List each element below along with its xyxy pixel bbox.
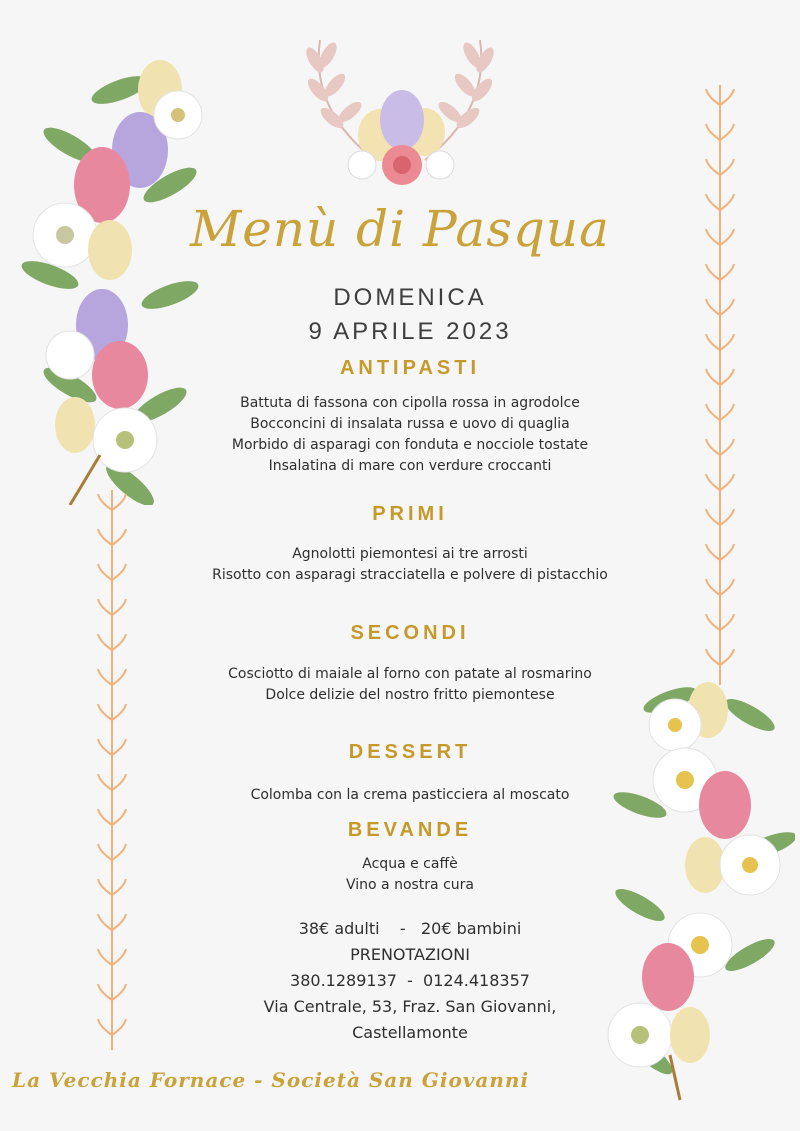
section-items-primi <box>150 544 670 586</box>
menu-item: Cosciotto di maiale al forno con patate al rosmarino <box>228 666 592 682</box>
contact-info <box>150 916 670 1046</box>
section-heading-bevande: BEVANDE <box>347 819 473 841</box>
menu-item: Morbido di asparagi con fonduta e nocciole tostate <box>231 437 589 453</box>
section-items-secondi <box>150 664 670 706</box>
section-heading-antipasti: ANTIPASTI <box>339 357 481 379</box>
menu-item: Acqua e caffè <box>362 856 458 872</box>
price-line: 38€ adulti - 20€ bambini <box>298 919 522 938</box>
menu-day: DOMENICA <box>333 284 487 311</box>
menu-item: Bocconcini di insalata russa e uovo di quaglia <box>250 416 570 432</box>
section-items-antipasti <box>150 393 670 477</box>
booking-label: PRENOTAZIONI <box>350 945 470 964</box>
menu-title: Menù di Pasqua <box>190 200 610 258</box>
phone-numbers: 380.1289137 - 0124.418357 <box>290 971 530 990</box>
right-vine-icon <box>700 85 740 685</box>
address-line-1: Via Centrale, 53, Fraz. San Giovanni, <box>263 997 557 1016</box>
menu-item: Battuta di fassona con cipolla rossa in agrodolce <box>240 395 580 411</box>
footer-signature: La Vecchia Fornace - Società San Giovanni <box>12 1068 530 1092</box>
section-heading-dessert: DESSERT <box>348 741 472 763</box>
menu-item: Agnolotti piemontesi ai tre arrosti <box>292 546 528 562</box>
address-line-2: Castellamonte <box>352 1023 468 1042</box>
section-items-dessert <box>150 785 670 806</box>
easter-wreath-icon <box>280 20 520 200</box>
menu-item: Dolce delizie del nostro fritto piemontese <box>265 687 555 703</box>
menu-item: Insalatina di mare con verdure croccanti <box>268 458 552 474</box>
section-heading-primi: PRIMI <box>372 503 448 525</box>
menu-item: Risotto con asparagi stracciatella e polvere di pistacchio <box>212 567 608 583</box>
menu-item: Vino a nostra cura <box>346 877 474 893</box>
menu-date: 9 APRILE 2023 <box>308 318 512 345</box>
menu-item: Colomba con la crema pasticciera al moscato <box>250 787 570 803</box>
left-vine-icon <box>92 490 132 1050</box>
section-items-bevande <box>150 854 670 896</box>
section-heading-secondi: SECONDI <box>350 622 470 644</box>
